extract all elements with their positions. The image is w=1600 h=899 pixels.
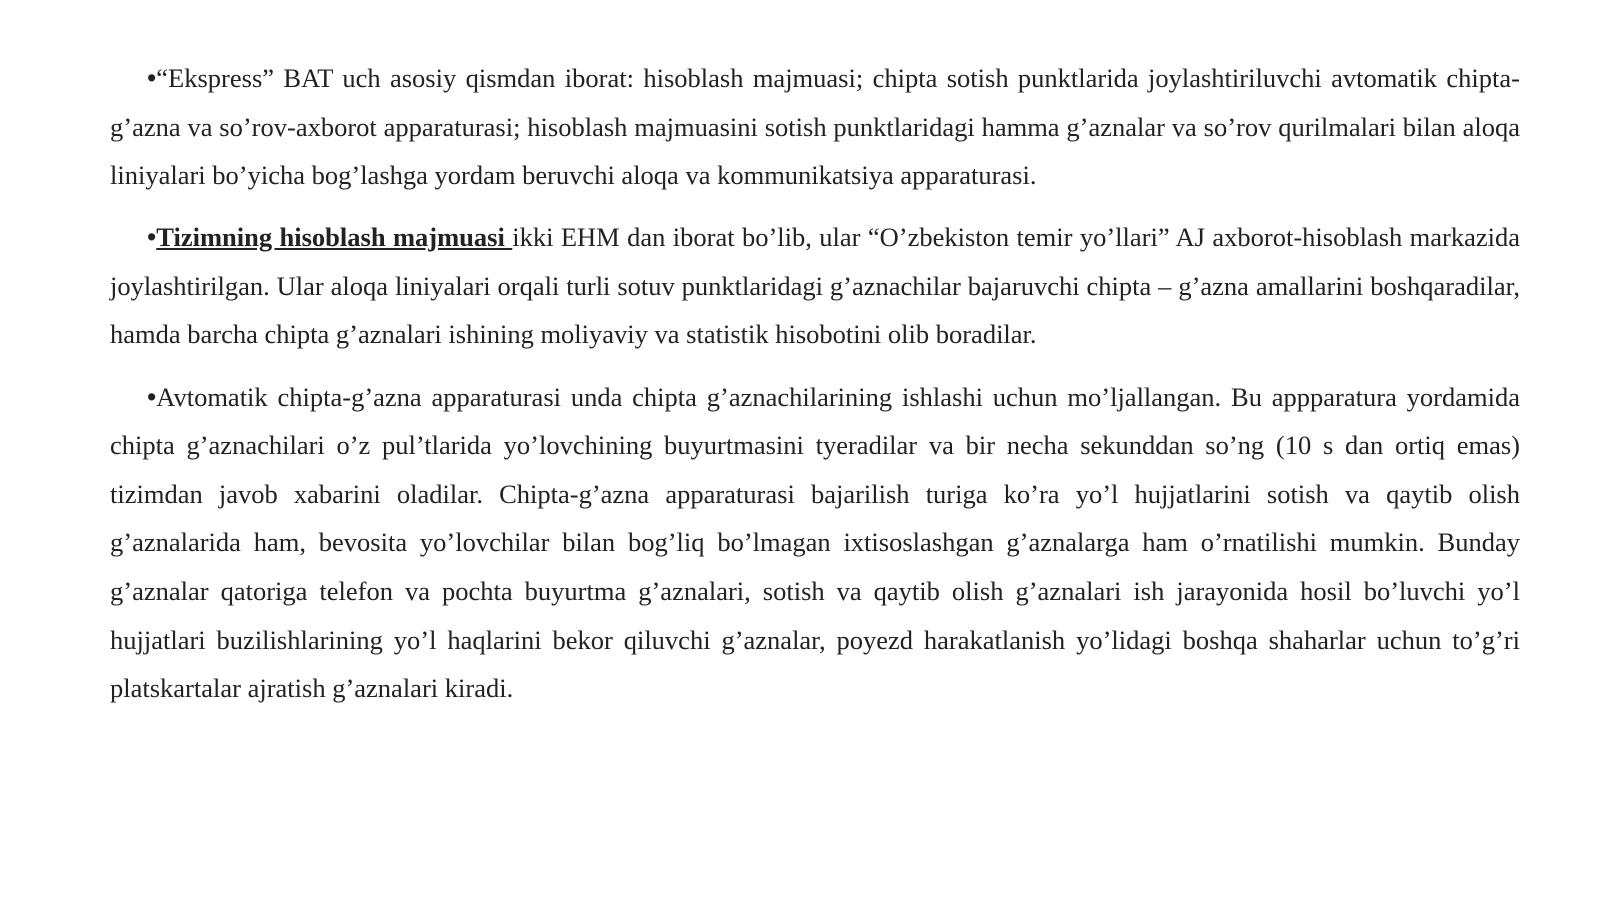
paragraph-text: ikki EHM dan iborat bo’lib, ular “O’zbekiston temir yo’llari” AJ axborot-hisoblash markazida joylashtirilgan. Ular aloqa liniyalari orqali turli sotuv punktlaridagi g’aznachilar bajaruvchi chipta – g’azna amallarini boshqaradilar, hamda barcha chipta g’aznalari ishining moliyaviy va statistik hisobotini olib boradilar. xyxy=(110,222,1520,350)
bullet-marker: • xyxy=(147,222,157,253)
paragraph-ticket-apparatus xyxy=(110,373,1520,713)
paragraph-ekspress-structure xyxy=(110,54,1520,200)
document-body xyxy=(110,54,1520,726)
paragraph-text: “Ekspress” BAT uch asosiy qismdan iborat: hisoblash majmuasi; chipta sotish punktlarida joylashtiriluvchi avtomatik chipta-g’azna va so’rov-axborot apparaturasi; hisoblash majmuasini sotish punktlaridagi hamma g’aznalar va so’rov qurilmalari bilan aloqa liniyalari bo’yicha bog’lashga yordam beruvchi aloqa va kommunikatsiya apparaturasi. xyxy=(110,63,1520,191)
paragraph-computing-complex xyxy=(110,213,1520,359)
paragraph-text: Avtomatik chipta-g’azna apparaturasi unda chipta g’aznachilarining ishlashi uchun mo’ljallangan. Bu appparatura yordamida chipta g’aznachilari o’z pul’tlarida yo’lovchining buyurtmasini tyeradilar va bir necha sekunddan so’ng (10 s dan ortiq emas) tizimdan javob xabarini oladilar. Chipta-g’azna apparaturasi bajarilish turiga ko’ra yo’l hujjatlarini sotish va qaytib olish g’aznalarida ham, bevosita yo’lovchilar bilan bog’liq bo’lmagan ixtisoslashgan g’aznalarga ham o’rnatilishi mumkin. Bunday g’aznalar qatoriga telefon va pochta buyurtma g’aznalari, sotish va qaytib olish g’aznalari ish jarayonida hosil bo’luvchi yo’l hujjatlari buzilishlarining yo’l haqlarini bekor qiluvchi g’aznalar, poyezd harakatlanish yo’lidagi boshqa shaharlar uchun to’g’ri platskartalar ajratish g’aznalari kiradi. xyxy=(110,381,1520,704)
paragraph-lead-term: Tizimning hisoblash majmuasi xyxy=(156,222,513,253)
bullet-marker: • xyxy=(147,381,157,412)
bullet-marker: • xyxy=(147,63,157,93)
